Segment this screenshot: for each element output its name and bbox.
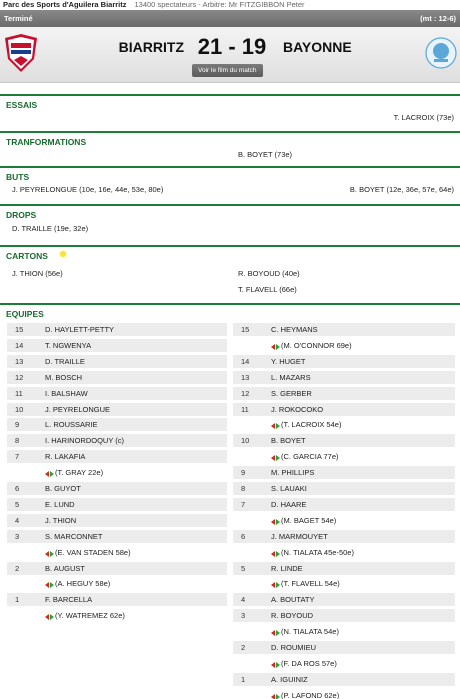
player-number: 13 bbox=[241, 372, 250, 382]
player-name: A. IGUINIZ bbox=[271, 674, 308, 684]
player-name: J. ROKOCOKO bbox=[271, 404, 324, 414]
player-number: 4 bbox=[15, 515, 20, 525]
player-name: A. BOUTATY bbox=[271, 595, 315, 605]
substitution-row bbox=[233, 689, 455, 699]
lineup-row-home bbox=[7, 355, 227, 369]
lineup-row-home bbox=[7, 530, 227, 544]
lineup-row-away bbox=[233, 403, 455, 417]
player-number: 9 bbox=[241, 468, 246, 478]
player-number: 11 bbox=[15, 388, 23, 398]
player-number: 14 bbox=[241, 356, 250, 366]
section-drops: DROPS bbox=[0, 204, 460, 220]
player-name: J. PEYRELONGUE bbox=[45, 404, 111, 414]
player-name: B. GUYOT bbox=[45, 484, 81, 493]
cartons-away-0: R. BOYOUD (40e) bbox=[238, 269, 300, 278]
lineup-row-away bbox=[233, 434, 455, 448]
substitution-arrows-icon bbox=[271, 343, 280, 349]
substitution-arrows-icon bbox=[271, 550, 280, 556]
substitution-arrows-icon bbox=[271, 629, 280, 635]
attendance-referee-text: 13400 spectateurs - Arbitre: Mr FITZGIBBON Peter bbox=[134, 0, 305, 9]
substitution-row bbox=[233, 514, 455, 528]
substitution-arrows-icon bbox=[45, 613, 54, 619]
player-number: 15 bbox=[241, 325, 250, 334]
substitution-row bbox=[7, 609, 227, 623]
substitution-arrows-icon bbox=[45, 581, 54, 587]
substitution-arrows-icon bbox=[271, 693, 280, 699]
substitution-arrows-icon bbox=[45, 470, 54, 476]
player-name: D. ROUMIEU bbox=[271, 643, 316, 652]
substitute-player: (N. TIALATA 45e-50e) bbox=[281, 547, 354, 557]
lineup-row-away bbox=[233, 609, 455, 623]
player-number: 3 bbox=[15, 531, 20, 541]
halftime-score: (mt : 12-6) bbox=[420, 14, 456, 23]
substitute-player: (T. LACROIX 54e) bbox=[281, 420, 342, 430]
lineup-row-home bbox=[7, 434, 227, 448]
player-name: D. TRAILLE bbox=[45, 356, 85, 366]
substitute-player: (M. O'CONNOR 69e) bbox=[281, 340, 352, 350]
status-bar bbox=[0, 10, 460, 27]
lineup-row-away bbox=[233, 323, 455, 337]
substitute-player: (E. VAN STADEN 58e) bbox=[55, 547, 131, 557]
substitution-arrows-icon bbox=[271, 454, 280, 460]
lineup-row-home bbox=[7, 339, 227, 353]
lineup-row-away bbox=[233, 355, 455, 369]
lineup-row-away bbox=[233, 641, 455, 655]
player-number: 7 bbox=[15, 452, 20, 462]
player-name: M. BOSCH bbox=[45, 372, 83, 382]
lineup-row-home bbox=[7, 593, 227, 607]
substitution-arrows-icon bbox=[271, 422, 280, 428]
lineup-row-home bbox=[7, 371, 227, 385]
player-name: S. GERBER bbox=[271, 388, 312, 398]
away-team-name: BAYONNE bbox=[283, 39, 352, 55]
player-name: D. HAYLETT-PETTY bbox=[45, 325, 115, 334]
player-name: R. BOYOUD bbox=[271, 611, 314, 621]
lineup-row-away bbox=[233, 593, 455, 607]
player-name: R. LINDE bbox=[271, 563, 303, 573]
player-number: 1 bbox=[15, 595, 20, 605]
player-number: 12 bbox=[15, 372, 24, 382]
section-essais: ESSAIS bbox=[0, 94, 460, 110]
score-text: 21 - 19 bbox=[197, 34, 267, 59]
lineup-row-home bbox=[7, 323, 227, 337]
substitution-row bbox=[233, 625, 455, 639]
cartons-away-1: T. FLAVELL (66e) bbox=[238, 285, 297, 294]
player-name: L. MAZARS bbox=[271, 372, 311, 382]
lineup-row-home bbox=[7, 482, 227, 496]
player-number: 6 bbox=[15, 484, 20, 493]
player-name: F. BARCELLA bbox=[45, 595, 93, 605]
match-status: Terminé bbox=[4, 14, 33, 23]
player-number: 8 bbox=[15, 436, 20, 446]
player-name: E. LUND bbox=[45, 499, 75, 509]
section-equipes: EQUIPES bbox=[0, 303, 460, 319]
player-number: 12 bbox=[241, 388, 250, 398]
buts-away: B. BOYET (12e, 36e, 57e, 64e) bbox=[349, 185, 454, 194]
player-number: 1 bbox=[241, 674, 246, 684]
substitution-row bbox=[233, 339, 455, 353]
player-name: I. HARINORDOQUY (c) bbox=[45, 436, 125, 446]
biarritz-logo-icon bbox=[4, 33, 38, 73]
player-name: S. MARCONNET bbox=[45, 531, 103, 541]
bayonne-logo-icon bbox=[425, 37, 457, 69]
player-number: 15 bbox=[15, 325, 24, 334]
lineup-row-home bbox=[7, 418, 227, 432]
lineup-row-home bbox=[7, 498, 227, 512]
section-buts: BUTS bbox=[0, 166, 460, 182]
section-cartons: CARTONS bbox=[0, 245, 460, 261]
player-name: J. THION bbox=[45, 515, 77, 525]
buts-home: J. PEYRELONGUE (10e, 16e, 44e, 53e, 80e) bbox=[12, 185, 164, 194]
player-name: S. LAUAKI bbox=[271, 484, 307, 493]
player-number: 4 bbox=[241, 595, 246, 605]
substitute-player: (T. GRAY 22e) bbox=[55, 468, 104, 478]
player-number: 2 bbox=[241, 643, 246, 652]
player-number: 10 bbox=[15, 404, 24, 414]
lineup-row-home bbox=[7, 403, 227, 417]
player-number: 7 bbox=[241, 499, 246, 509]
substitute-player: (C. GARCIA 77e) bbox=[281, 452, 339, 462]
substitute-player: (M. BAGET 54e) bbox=[281, 515, 337, 525]
lineup-row-home bbox=[7, 514, 227, 528]
player-name: L. ROUSSARIE bbox=[45, 420, 98, 430]
lineup-row-away bbox=[233, 387, 455, 401]
essais-away: T. LACROIX (73e) bbox=[393, 113, 454, 122]
home-team-name: BIARRITZ bbox=[118, 39, 184, 55]
match-info-line bbox=[0, 0, 460, 10]
substitution-arrows-icon bbox=[271, 581, 280, 587]
player-name: B. BOYET bbox=[271, 436, 306, 446]
player-number: 2 bbox=[15, 563, 20, 573]
substitution-row bbox=[233, 450, 455, 464]
lineup-row-home bbox=[7, 387, 227, 401]
player-name: D. HAARE bbox=[271, 499, 307, 509]
substitute-player: (N. TIALATA 54e) bbox=[281, 627, 339, 637]
lineup-row-away bbox=[233, 562, 455, 576]
substitute-player: (P. LAFOND 62e) bbox=[281, 690, 340, 699]
player-number: 6 bbox=[241, 531, 246, 541]
transformations-away: B. BOYET (73e) bbox=[238, 150, 293, 159]
substitute-player: (A. HEGUY 58e) bbox=[55, 579, 111, 589]
player-number: 8 bbox=[241, 484, 246, 493]
substitute-player: (T. FLAVELL 54e) bbox=[281, 579, 340, 589]
player-number: 3 bbox=[241, 611, 246, 621]
lineup-row-away bbox=[233, 466, 455, 480]
substitution-arrows-icon bbox=[271, 518, 280, 524]
player-name: M. PHILLIPS bbox=[271, 468, 315, 478]
player-number: 14 bbox=[15, 340, 24, 350]
player-name: I. BALSHAW bbox=[45, 388, 88, 398]
substitution-arrows-icon bbox=[271, 661, 280, 667]
cartons-home-0: J. THION (56e) bbox=[12, 269, 63, 278]
player-name: C. HEYMANS bbox=[271, 325, 318, 334]
player-number: 5 bbox=[241, 563, 246, 573]
drops-home: D. TRAILLE (19e, 32e) bbox=[12, 224, 89, 233]
player-number: 10 bbox=[241, 436, 250, 446]
substitution-row bbox=[7, 546, 227, 560]
player-number: 13 bbox=[15, 356, 24, 366]
player-name: R. LAKAFIA bbox=[45, 452, 86, 462]
substitution-arrows-icon bbox=[45, 550, 54, 556]
player-number: 11 bbox=[241, 404, 249, 414]
substitute-player: (F. DA ROS 57e) bbox=[281, 658, 337, 668]
player-number: 5 bbox=[15, 499, 20, 509]
yellow-card-icon bbox=[60, 251, 66, 257]
substitution-row bbox=[233, 577, 455, 591]
lineup-row-away bbox=[233, 371, 455, 385]
venue-text: Parc des Sports d'Aguilera Biarritz bbox=[3, 0, 127, 9]
player-name: J. MARMOUYET bbox=[271, 531, 328, 541]
substitution-row bbox=[233, 546, 455, 560]
substitution-row bbox=[7, 577, 227, 591]
substitution-row bbox=[7, 466, 227, 480]
substitution-row bbox=[233, 657, 455, 671]
lineup-row-away bbox=[233, 498, 455, 512]
lineup-row-away bbox=[233, 673, 455, 687]
match-film-button[interactable]: Voir le film du match bbox=[192, 64, 263, 77]
lineup-row-away bbox=[233, 530, 455, 544]
player-number: 9 bbox=[15, 420, 20, 430]
player-name: Y. HUGET bbox=[271, 356, 306, 366]
substitution-row bbox=[233, 418, 455, 432]
section-transformations: TRANFORMATIONS bbox=[0, 131, 460, 147]
player-name: B. AUGUST bbox=[45, 563, 86, 573]
lineup-row-away bbox=[233, 482, 455, 496]
lineup-row-home bbox=[7, 562, 227, 576]
scoreboard bbox=[0, 27, 460, 83]
player-name: T. NGWENYA bbox=[45, 340, 92, 350]
lineup-row-home bbox=[7, 450, 227, 464]
substitute-player: (Y. WATREMEZ 62e) bbox=[55, 611, 125, 621]
